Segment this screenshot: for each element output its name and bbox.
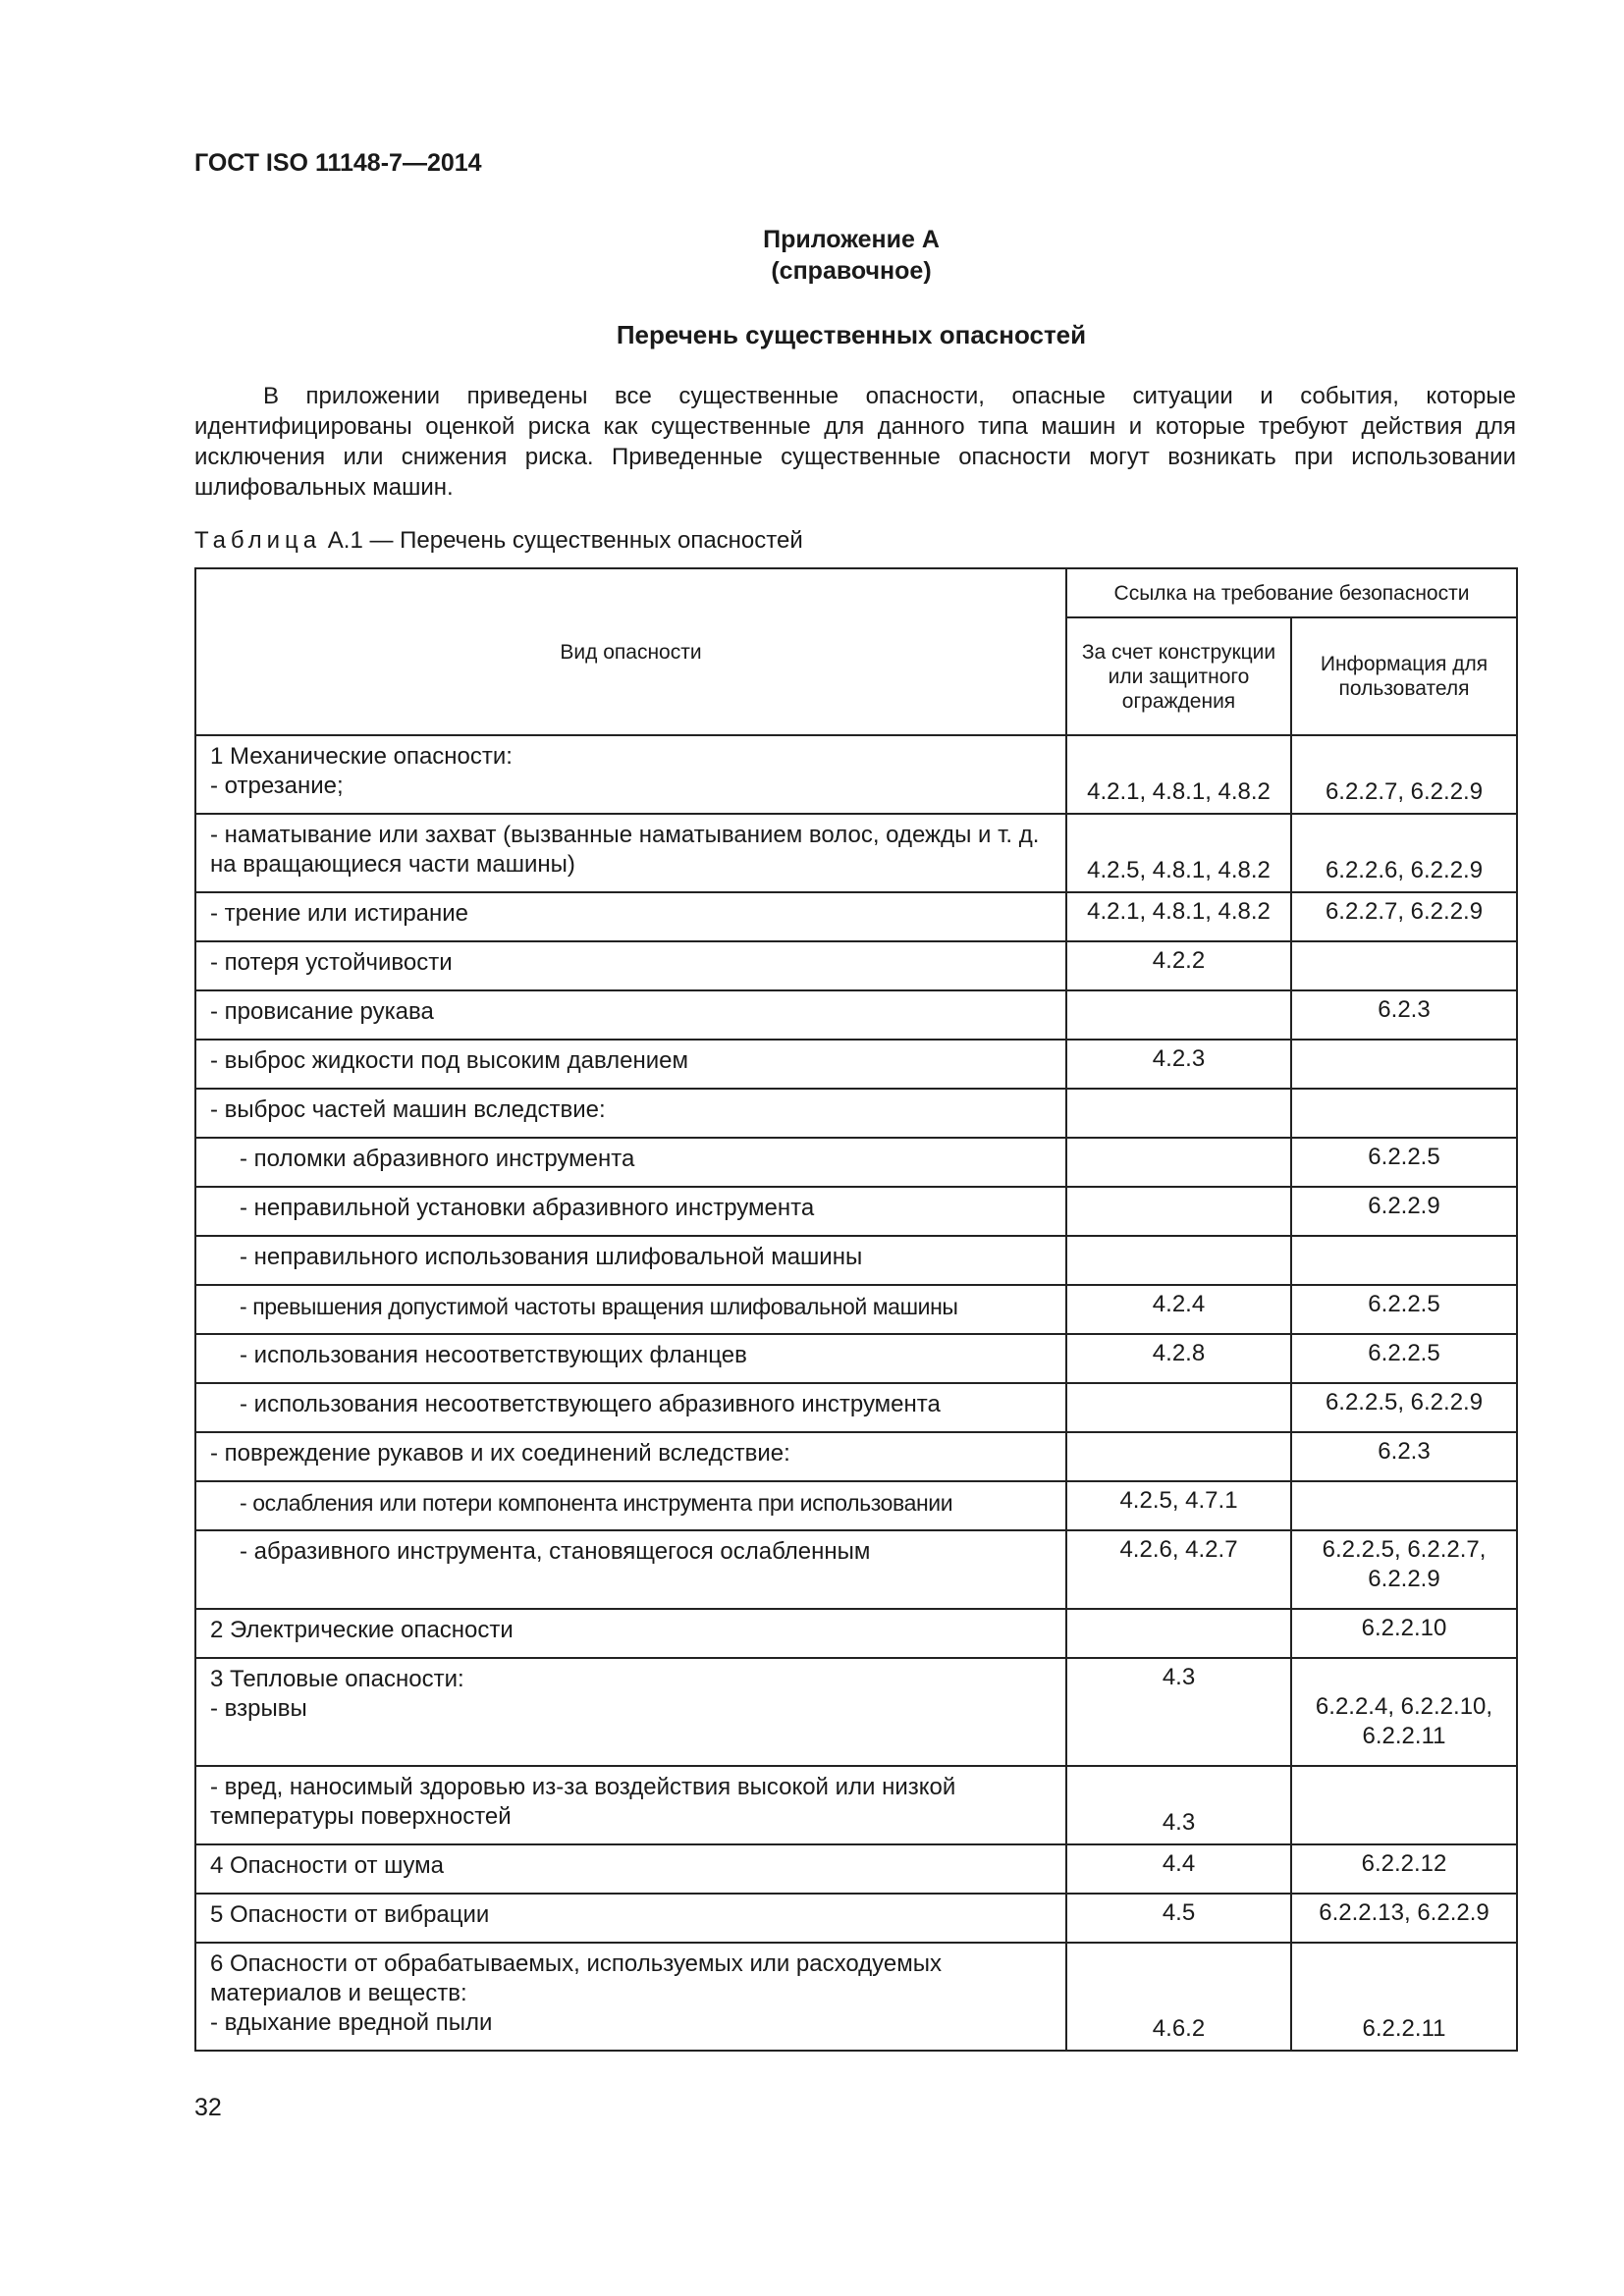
table-row (195, 1432, 1517, 1481)
hazard-cell: - наматывание или захват (вызванные наматыванием волос, одежды и т. д. на вращающиеся части машины) (195, 814, 1066, 892)
design-ref-cell (1066, 1089, 1291, 1138)
hazard-cell: - выброс частей машин вследствие: (195, 1089, 1066, 1138)
info-ref-cell (1291, 1481, 1517, 1530)
header-reference: Ссылка на требование безопасности (1066, 568, 1517, 617)
info-ref-cell: 6.2.3 (1291, 1432, 1517, 1481)
table-row (195, 1481, 1517, 1530)
table-row (195, 1334, 1517, 1383)
hazard-text: - абразивного инструмента, становящегося ослабленным (240, 1538, 871, 1565)
table-row (195, 1658, 1517, 1766)
annex-title: Приложение А (763, 226, 940, 253)
hazard-cell: 4 Опасности от шума (195, 1844, 1066, 1894)
table-row (195, 1187, 1517, 1236)
design-ref-cell (1066, 1383, 1291, 1432)
info-ref-cell: 6.2.2.10 (1291, 1609, 1517, 1658)
info-ref-cell (1291, 1766, 1517, 1844)
hazard-cell: - потеря устойчивости (195, 941, 1066, 990)
hazard-cell (195, 1236, 1066, 1285)
hazard-cell: - провисание рукава (195, 990, 1066, 1040)
info-ref-cell: 6.2.2.4, 6.2.2.10, 6.2.2.11 (1291, 1658, 1517, 1766)
hazard-cell (195, 1383, 1066, 1432)
info-ref-cell: 6.2.2.5 (1291, 1138, 1517, 1187)
table-row (195, 990, 1517, 1040)
design-ref-cell: 4.2.4 (1066, 1285, 1291, 1334)
hazard-cell: - выброс жидкости под высоким давлением (195, 1040, 1066, 1089)
table-caption (194, 527, 803, 555)
table-row (195, 1609, 1517, 1658)
info-ref-cell: 6.2.2.7, 6.2.2.9 (1291, 892, 1517, 941)
hazard-cell: - вред, наносимый здоровью из-за воздействия высокой или низкой температуры поверхностей (195, 1766, 1066, 1844)
design-ref-cell: 4.2.2 (1066, 941, 1291, 990)
design-ref-cell: 4.2.6, 4.2.7 (1066, 1530, 1291, 1609)
info-ref-cell: 6.2.3 (1291, 990, 1517, 1040)
document-code: ГОСТ ISO 11148-7—2014 (194, 149, 482, 177)
table-row (195, 1040, 1517, 1089)
intro-text: В приложении приведены все существенные опасности, опасные ситуации и события, которые идентифицированы оценкой риска как существенные для данного типа машин и которые требуют действия для исключения или снижения риска. Приведенные существенные опасности могут возникать при использовании шлифовальных машин. (194, 383, 1516, 501)
info-ref-cell: 6.2.2.5 (1291, 1334, 1517, 1383)
hazard-cell (195, 1285, 1066, 1334)
hazard-cell: - повреждение рукавов и их соединений вследствие: (195, 1432, 1066, 1481)
table-row (195, 1089, 1517, 1138)
hazard-text: - неправильной установки абразивного инструмента (240, 1195, 815, 1221)
table-row (195, 1943, 1517, 2051)
design-ref-cell: 4.3 (1066, 1658, 1291, 1766)
info-ref-cell: 6.2.2.12 (1291, 1844, 1517, 1894)
design-ref-cell: 4.2.8 (1066, 1334, 1291, 1383)
hazard-text: - превышения допустимой частоты вращения шлифовальной машины (240, 1294, 958, 1319)
intro-paragraph (194, 381, 1516, 503)
design-ref-cell (1066, 1609, 1291, 1658)
hazard-cell: 2 Электрические опасности (195, 1609, 1066, 1658)
hazard-cell: - трение или истирание (195, 892, 1066, 941)
table-row (195, 892, 1517, 941)
info-ref-cell (1291, 1089, 1517, 1138)
design-ref-cell: 4.5 (1066, 1894, 1291, 1943)
hazard-text: - ослабления или потери компонента инструмента при использовании (240, 1490, 953, 1516)
design-ref-cell: 4.2.1, 4.8.1, 4.8.2 (1066, 892, 1291, 941)
info-ref-cell (1291, 941, 1517, 990)
table-row (195, 1236, 1517, 1285)
table-row (195, 1383, 1517, 1432)
table-caption-text: А.1 — Перечень существенных опасностей (327, 527, 803, 554)
info-ref-cell: 6.2.2.6, 6.2.2.9 (1291, 814, 1517, 892)
section-title: Перечень существенных опасностей (616, 320, 1087, 349)
hazard-cell (195, 1481, 1066, 1530)
annex-status: (справочное) (771, 257, 932, 285)
design-ref-cell: 4.2.5, 4.8.1, 4.8.2 (1066, 814, 1291, 892)
hazard-cell: 3 Тепловые опасности: - взрывы (195, 1658, 1066, 1766)
table-caption-prefix: Таблица (194, 527, 322, 554)
info-ref-cell: 6.2.2.13, 6.2.2.9 (1291, 1894, 1517, 1943)
design-ref-cell: 4.2.1, 4.8.1, 4.8.2 (1066, 735, 1291, 814)
page-number: 32 (194, 2094, 222, 2121)
table-row (195, 1844, 1517, 1894)
info-ref-cell: 6.2.2.5, 6.2.2.7, 6.2.2.9 (1291, 1530, 1517, 1609)
design-ref-cell (1066, 1138, 1291, 1187)
table-row (195, 735, 1517, 814)
design-ref-cell (1066, 1432, 1291, 1481)
design-ref-cell: 4.2.3 (1066, 1040, 1291, 1089)
table-row (195, 1285, 1517, 1334)
table-row (195, 1894, 1517, 1943)
design-ref-cell (1066, 1187, 1291, 1236)
design-ref-cell (1066, 990, 1291, 1040)
table-row (195, 814, 1517, 892)
info-ref-cell: 6.2.2.7, 6.2.2.9 (1291, 735, 1517, 814)
info-ref-cell: 6.2.2.5, 6.2.2.9 (1291, 1383, 1517, 1432)
hazard-text: - неправильного использования шлифовальной машины (240, 1244, 863, 1270)
table-row (195, 1766, 1517, 1844)
design-ref-cell: 4.2.5, 4.7.1 (1066, 1481, 1291, 1530)
hazard-cell (195, 1334, 1066, 1383)
design-ref-cell: 4.6.2 (1066, 1943, 1291, 2051)
info-ref-cell (1291, 1040, 1517, 1089)
hazards-table (194, 567, 1518, 2052)
table-row (195, 1530, 1517, 1609)
hazard-cell: 5 Опасности от вибрации (195, 1894, 1066, 1943)
header-info: Информация для пользователя (1291, 617, 1517, 735)
design-ref-cell: 4.3 (1066, 1766, 1291, 1844)
design-ref-cell: 4.4 (1066, 1844, 1291, 1894)
header-design: За счет конструкции или защитного ограждения (1066, 617, 1291, 735)
table-row (195, 1138, 1517, 1187)
info-ref-cell: 6.2.2.9 (1291, 1187, 1517, 1236)
info-ref-cell: 6.2.2.5 (1291, 1285, 1517, 1334)
hazard-cell (195, 1187, 1066, 1236)
header-hazard: Вид опасности (195, 568, 1066, 735)
hazard-cell: 6 Опасности от обрабатываемых, используемых или расходуемых материалов и веществ: - вдыхание вредной пыли (195, 1943, 1066, 2051)
hazard-cell (195, 1530, 1066, 1609)
design-ref-cell (1066, 1236, 1291, 1285)
info-ref-cell (1291, 1236, 1517, 1285)
hazard-text: - использования несоответствующего абразивного инструмента (240, 1391, 941, 1417)
table-row (195, 941, 1517, 990)
hazard-text: - использования несоответствующих фланцев (240, 1342, 747, 1368)
hazard-cell: 1 Механические опасности: - отрезание; (195, 735, 1066, 814)
hazard-text: - поломки абразивного инструмента (240, 1146, 635, 1172)
hazard-cell (195, 1138, 1066, 1187)
info-ref-cell: 6.2.2.11 (1291, 1943, 1517, 2051)
